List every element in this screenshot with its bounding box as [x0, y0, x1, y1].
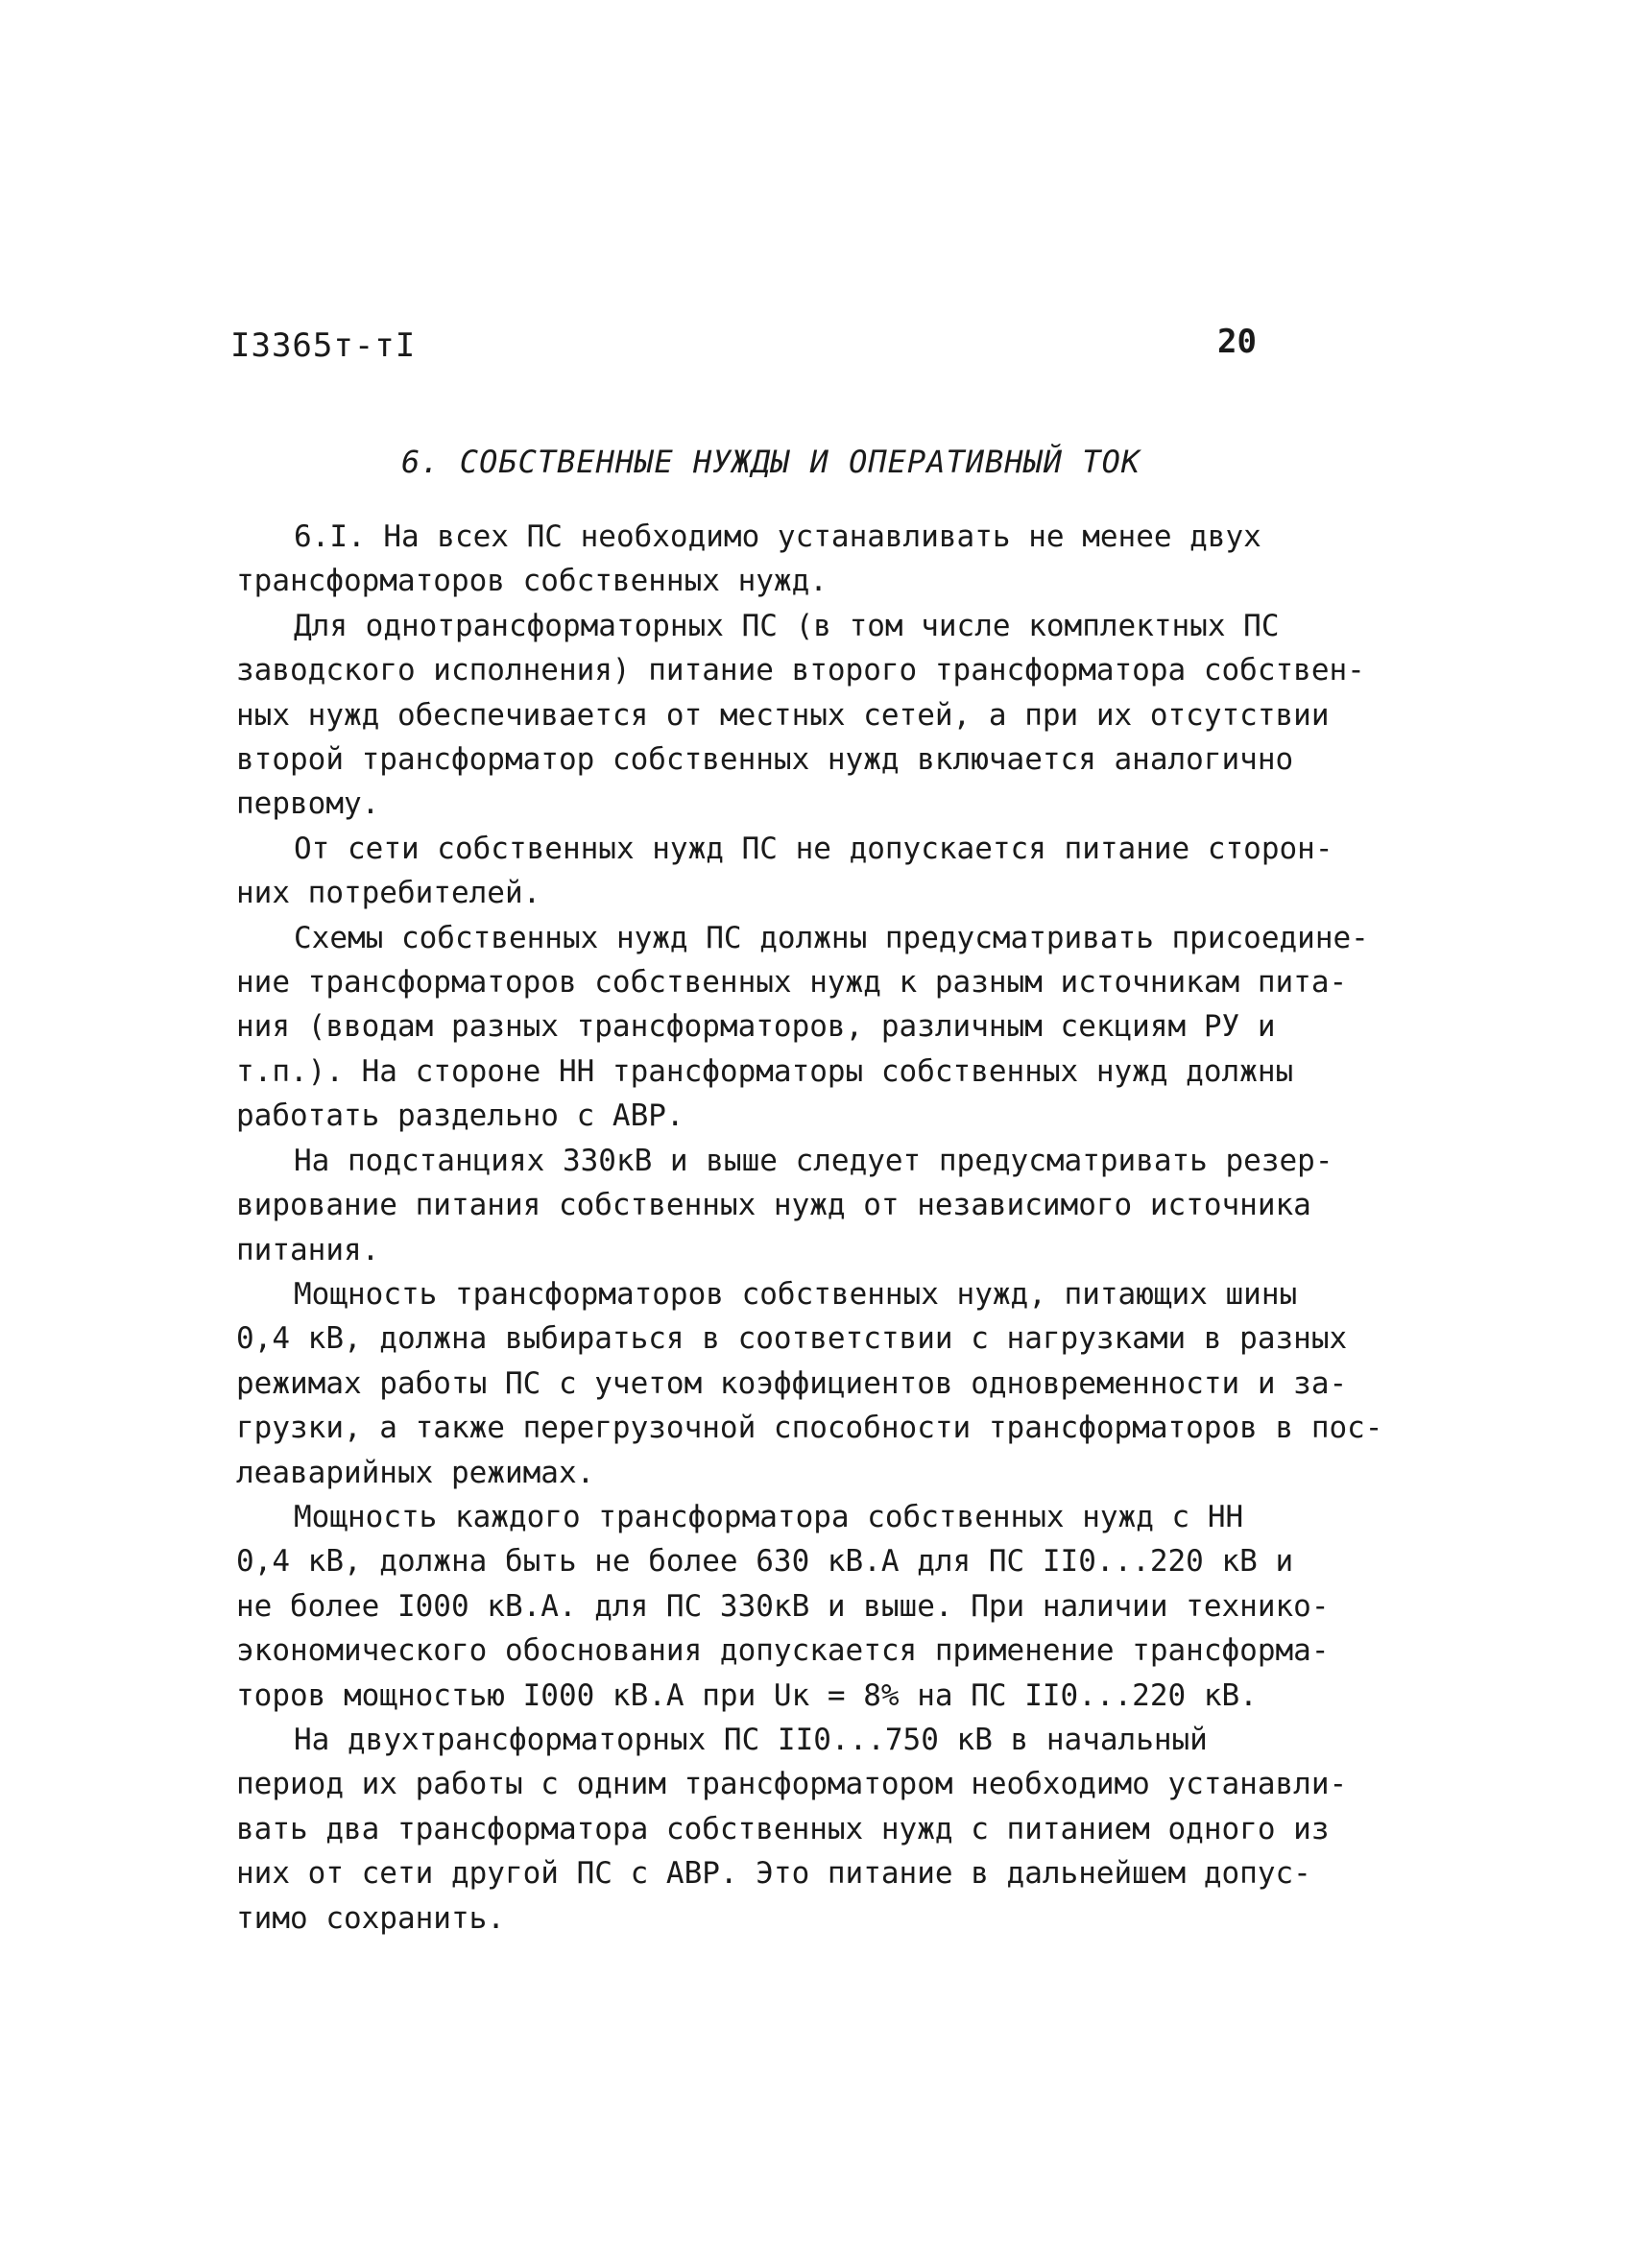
- text-line: экономического обоснования допускается применение трансформа-: [236, 1633, 1330, 1669]
- page-number: 20: [1217, 323, 1257, 361]
- text-line: период их работы с одним трансформатором необходимо устанавли-: [236, 1767, 1348, 1802]
- text-line: Схемы собственных нужд ПС должны предусматривать присоедине-: [294, 920, 1369, 955]
- text-line: питания.: [236, 1232, 380, 1267]
- text-line: На подстанциях 330кВ и выше следует предусматривать резер-: [294, 1143, 1333, 1178]
- text-line: леаварийных режимах.: [236, 1455, 595, 1490]
- text-line: не более I000 кВ.А. для ПС 330кВ и выше. При наличии технико-: [236, 1588, 1330, 1624]
- text-line: На двухтрансформаторных ПС II0...750 кВ в начальный: [294, 1722, 1208, 1757]
- text-line: От сети собственных нужд ПС не допускается питание сторон-: [294, 831, 1333, 866]
- text-line: них потребителей.: [236, 876, 541, 911]
- text-line: тимо сохранить.: [236, 1900, 505, 1936]
- text-line: ных нужд обеспечивается от местных сетей, а при их отсутствии: [236, 697, 1330, 733]
- text-line: Мощность трансформаторов собственных нужд, питающих шины: [294, 1276, 1298, 1312]
- text-line: ния (вводам разных трансформаторов, различным секциям РУ и: [236, 1009, 1276, 1045]
- text-line: Мощность каждого трансформатора собственных нужд с НН: [294, 1499, 1244, 1534]
- text-line: вать два трансформатора собственных нужд с питанием одного из: [236, 1811, 1330, 1846]
- text-line: них от сети другой ПС с АВР. Это питание в дальнейшем допус-: [236, 1856, 1311, 1892]
- text-line: 0,4 кВ, должна выбираться в соответствии с нагрузками в разных: [236, 1321, 1348, 1357]
- section-title: 6. СОБСТВЕННЫЕ НУЖДЫ И ОПЕРАТИВНЫЙ ТОК: [401, 444, 1141, 480]
- text-line: работать раздельно с АВР.: [236, 1098, 684, 1134]
- text-line: Для однотрансформаторных ПС (в том числе комплектных ПС: [294, 608, 1280, 643]
- text-line: заводского исполнения) питание второго трансформатора собствен-: [236, 653, 1365, 688]
- text-line: 0,4 кВ, должна быть не более 630 кВ.А для ПС II0...220 кВ и: [236, 1544, 1294, 1580]
- text-line: первому.: [236, 786, 380, 822]
- text-line: грузки, а также перегрузочной способности трансформаторов в пос-: [236, 1411, 1383, 1446]
- section-body: [236, 515, 1417, 1941]
- text-line: т.п.). На стороне НН трансформаторы собственных нужд должны: [236, 1053, 1294, 1089]
- text-line: трансформаторов собственных нужд.: [236, 564, 828, 599]
- text-line: второй трансформатор собственных нужд включается аналогично: [236, 742, 1294, 778]
- document-code: I3365т-тI: [230, 326, 417, 365]
- text-line: 6.I. На всех ПС необходимо устанавливать не менее двух: [294, 519, 1261, 554]
- text-line: режимах работы ПС с учетом коэффициентов одновременности и за-: [236, 1365, 1348, 1401]
- text-line: торов мощностью I000 кВ.А при Uк = 8% на ПС II0...220 кВ.: [236, 1677, 1258, 1713]
- text-line: вирование питания собственных нужд от независимого источника: [236, 1188, 1311, 1223]
- text-line: ние трансформаторов собственных нужд к разным источникам пита-: [236, 965, 1348, 1001]
